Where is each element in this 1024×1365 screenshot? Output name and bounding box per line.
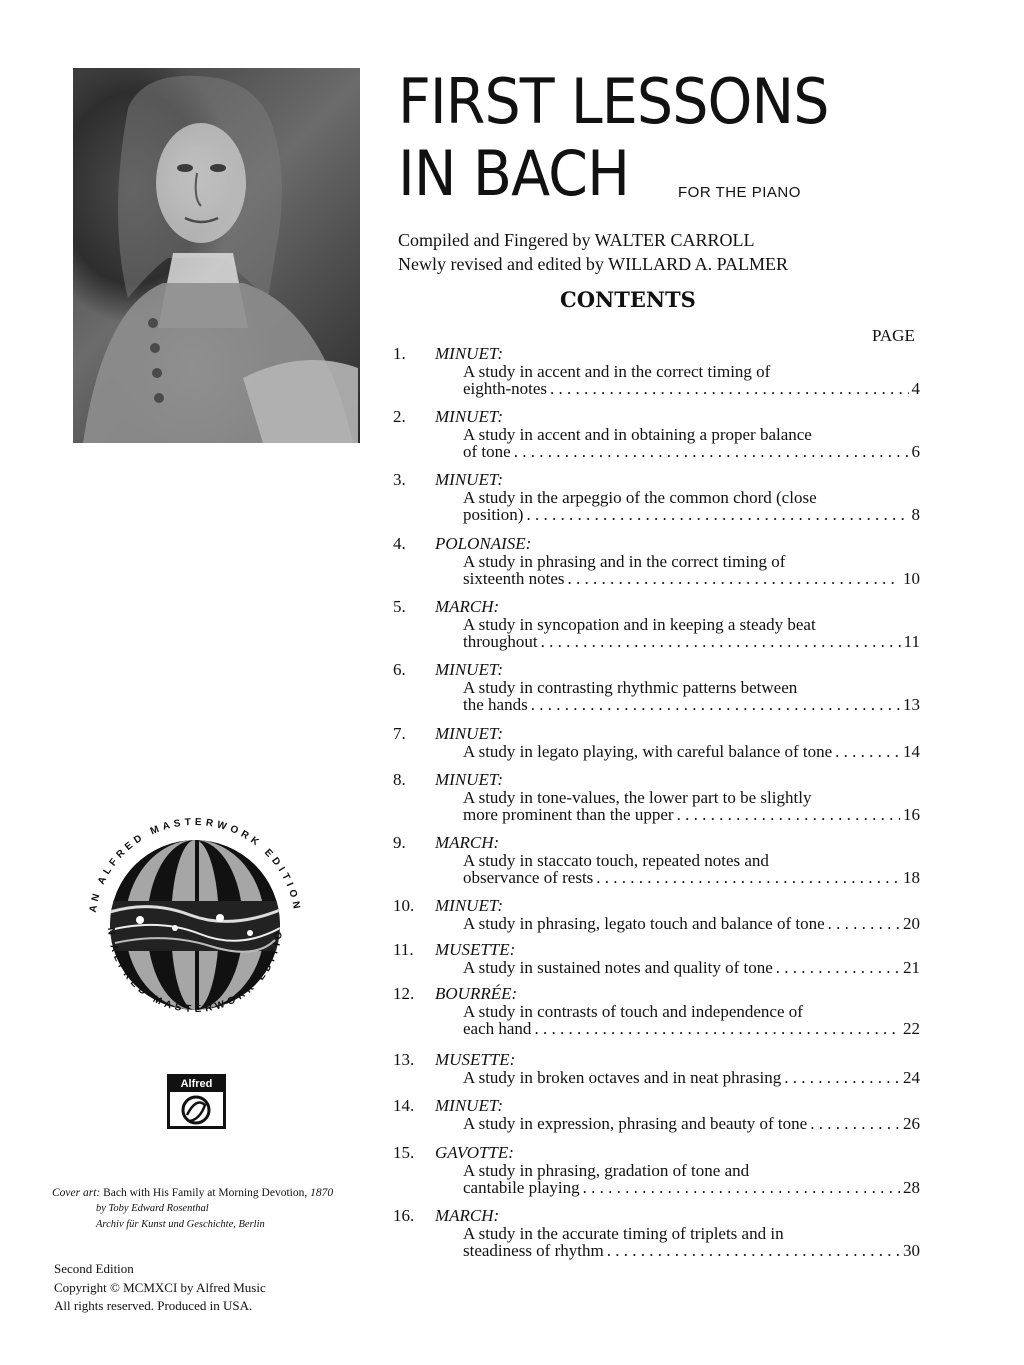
toc-entry-description-last: more prominent than the upper — [463, 805, 674, 824]
toc-entry-description — [463, 959, 920, 977]
toc-entry-piece-name: MARCH: — [435, 597, 500, 616]
toc-entry-piece-name: MINUET: — [435, 660, 503, 679]
title-line-1: FIRST LESSONS — [398, 65, 829, 138]
dot-leader — [784, 1069, 900, 1087]
toc-entry-description-line: A study in staccato touch, repeated notes and — [463, 850, 769, 870]
toc-entry-piece-name: BOURRÉE: — [435, 984, 518, 1003]
toc-entry-page-number: 8 — [911, 505, 920, 524]
toc-entry-number: 9. — [393, 833, 406, 852]
toc-entry-piece-name: MINUET: — [435, 344, 503, 363]
toc-entry-piece-name: POLONAISE: — [435, 534, 532, 553]
alfred-emblem-icon — [170, 1093, 223, 1127]
credit-compiled: Compiled and Fingered by WALTER CARROLL — [398, 230, 755, 250]
toc-entry-leader-line — [463, 1242, 920, 1260]
toc-entry-number: 7. — [393, 724, 406, 743]
cover-art-title: Bach with His Family at Morning Devotion, — [103, 1187, 308, 1199]
dot-leader — [526, 506, 908, 524]
toc-entry-page-number: 30 — [903, 1241, 920, 1260]
dot-leader — [776, 959, 900, 977]
toc-entry-page-number: 4 — [911, 379, 920, 398]
toc-entry-description-line: A study in contrasting rhythmic patterns between — [463, 677, 798, 697]
toc-entry-leader-line — [463, 1115, 920, 1133]
toc-entry-description-last: steadiness of rhythm — [463, 1241, 604, 1260]
toc-entry-piece-name: MARCH: — [435, 833, 500, 852]
toc-entry-piece-name: MINUET: — [435, 1096, 503, 1115]
dot-leader — [514, 443, 909, 461]
toc-entry-number: 14. — [393, 1096, 415, 1115]
cover-art-archive: Archiv für Kunst und Geschichte, Berlin — [96, 1219, 265, 1230]
book-title — [398, 66, 913, 210]
toc-entry-leader-line — [463, 806, 920, 824]
dot-leader — [835, 743, 900, 761]
toc-entry-description-line: A study in contrasts of touch and independence of — [463, 1001, 803, 1021]
dot-leader — [531, 696, 900, 714]
dot-leader — [541, 633, 901, 651]
toc-entry-number: 1. — [393, 344, 406, 363]
toc-entry-number: 6. — [393, 660, 406, 679]
portrait-figure — [73, 68, 360, 443]
toc-entry-number: 12. — [393, 984, 415, 1003]
toc-entry-description-last: A study in legato playing, with careful balance of tone — [463, 741, 833, 761]
toc-entry-description — [463, 1162, 920, 1197]
toc-entry-piece-name: MINUET: — [435, 407, 503, 426]
dot-leader — [828, 915, 900, 933]
toc-entry-description-last: position) — [463, 505, 524, 524]
toc-entry-leader-line — [463, 1179, 920, 1197]
toc-entry-page-number: 18 — [903, 868, 920, 887]
title-subtitle: FOR THE PIANO — [678, 184, 801, 201]
toc-entry-description-line: A study in the accurate timing of triplets and in — [463, 1223, 784, 1243]
toc-entry-leader-line — [463, 915, 920, 933]
toc-entry-description-line: A study in syncopation and in keeping a steady beat — [463, 614, 816, 634]
toc-entry-number: 2. — [393, 407, 406, 426]
toc-entry-page-number: 13 — [903, 695, 920, 714]
toc-entry-piece-name: MINUET: — [435, 896, 503, 915]
dot-leader — [550, 380, 908, 398]
toc-entry-description-last: cantabile playing — [463, 1178, 580, 1197]
toc-entry-description — [463, 426, 920, 461]
toc-entry-page-number: 6 — [911, 442, 920, 461]
toc-entry-number: 11. — [393, 940, 414, 959]
toc-entry-description-last: observance of rests — [463, 868, 594, 887]
seal-outer-text: AN ALFRED MASTERWORK EDITION — [87, 816, 303, 914]
toc-entry-description-last: sixteenth notes — [463, 569, 565, 588]
toc-entry-leader-line — [463, 743, 920, 761]
toc-entry-leader-line — [463, 633, 920, 651]
edition-copyright — [54, 1260, 266, 1316]
toc-entry-page-number: 20 — [903, 913, 920, 933]
toc-entry-description — [463, 489, 920, 524]
toc-entry-description-last: A study in expression, phrasing and beauty of tone — [463, 1113, 808, 1133]
toc-entry-description — [463, 852, 920, 887]
toc-entry-description — [463, 789, 920, 824]
toc-entry-leader-line — [463, 1020, 920, 1038]
toc-entry-piece-name: MUSETTE: — [435, 940, 516, 959]
toc-entry-description — [463, 915, 920, 933]
toc-entry-piece-name: GAVOTTE: — [435, 1143, 514, 1162]
toc-entry-page-number: 11 — [903, 632, 920, 651]
toc-entry-description-line: A study in phrasing, gradation of tone and — [463, 1160, 750, 1180]
toc-entry-piece-name: MUSETTE: — [435, 1050, 516, 1069]
toc-entry-description — [463, 1225, 920, 1260]
toc-entry-number: 13. — [393, 1050, 415, 1069]
toc-entry-leader-line — [463, 380, 920, 398]
toc-entry-description — [463, 553, 920, 588]
contents-heading: CONTENTS — [560, 287, 696, 312]
title-line-2: IN BACH — [398, 137, 630, 210]
toc-entry-description-line: A study in the arpeggio of the common chord (close — [463, 487, 817, 507]
toc-entry-piece-name: MINUET: — [435, 724, 503, 743]
dot-leader — [810, 1115, 900, 1133]
toc-entry-page-number: 16 — [903, 805, 920, 824]
bach-portrait-image — [73, 68, 360, 443]
toc-entry-description-last: A study in phrasing, legato touch and balance of tone — [463, 913, 825, 933]
credit-revised: Newly revised and edited by WILLARD A. PALMER — [398, 254, 788, 274]
toc-entry-page-number: 21 — [903, 957, 920, 977]
toc-entry-description-last: eighth-notes — [463, 379, 548, 398]
dot-leader — [596, 869, 900, 887]
toc-entry-description-line: A study in phrasing and in the correct timing of — [463, 551, 786, 571]
dot-leader — [534, 1020, 900, 1038]
cover-art-year: 1870 — [310, 1187, 334, 1199]
toc-entry-number: 3. — [393, 470, 406, 489]
toc-entry-description-last: A study in broken octaves and in neat phrasing — [463, 1067, 782, 1087]
toc-entry-description-line: A study in tone-values, the lower part to be slightly — [463, 787, 812, 807]
dot-leader — [677, 806, 900, 824]
toc-entry-description — [463, 1003, 920, 1038]
toc-entry-description-last: of tone — [463, 442, 511, 461]
page-column-label: PAGE — [872, 326, 915, 345]
toc-entry-number: 10. — [393, 896, 415, 915]
toc-entry-description — [463, 363, 920, 398]
toc-entry-description — [463, 679, 920, 714]
toc-entry-description — [463, 1115, 920, 1133]
dot-leader — [607, 1242, 900, 1260]
toc-entry-page-number: 22 — [903, 1019, 920, 1038]
toc-entry-description — [463, 1069, 920, 1087]
toc-entry-number: 16. — [393, 1206, 415, 1225]
toc-entry-piece-name: MINUET: — [435, 470, 503, 489]
edition-line: Second Edition — [54, 1261, 134, 1276]
toc-entry-description — [463, 616, 920, 651]
toc-entry-page-number: 26 — [903, 1113, 920, 1133]
copyright-line: Copyright © MCMXCI by Alfred Music — [54, 1279, 266, 1295]
alfred-logo-text: Alfred — [170, 1077, 223, 1092]
toc-entry-piece-name: MINUET: — [435, 770, 503, 789]
rights-line: All rights reserved. Produced in USA. — [54, 1298, 253, 1313]
cover-art-artist: by Toby Edward Rosenthal — [96, 1203, 209, 1214]
toc-entry-number: 8. — [393, 770, 406, 789]
toc-entry-piece-name: MARCH: — [435, 1206, 500, 1225]
toc-entry-number: 5. — [393, 597, 406, 616]
alfred-masterwork-seal — [70, 800, 320, 1050]
toc-entry-page-number: 14 — [903, 741, 920, 761]
toc-entry-leader-line — [463, 869, 920, 887]
toc-entry-description-last: the hands — [463, 695, 528, 714]
dot-leader — [568, 570, 900, 588]
alfred-logo — [167, 1074, 226, 1129]
toc-entry-description-line: A study in accent and in obtaining a proper balance — [463, 424, 812, 444]
toc-entry-number: 4. — [393, 534, 406, 553]
toc-entry-leader-line — [463, 570, 920, 588]
cover-art-label: Cover art: — [52, 1187, 101, 1199]
toc-entry-description-last: throughout — [463, 632, 538, 651]
toc-entry-description — [463, 743, 920, 761]
toc-entry-page-number: 24 — [903, 1067, 920, 1087]
toc-entry-leader-line — [463, 696, 920, 714]
toc-entry-number: 15. — [393, 1143, 415, 1162]
toc-entry-page-number: 10 — [903, 569, 920, 588]
toc-entry-description-last: each hand — [463, 1019, 532, 1038]
toc-entry-description-last: A study in sustained notes and quality of tone — [463, 957, 773, 977]
dot-leader — [583, 1179, 900, 1197]
toc-entry-leader-line — [463, 959, 920, 977]
toc-entry-leader-line — [463, 1069, 920, 1087]
toc-entry-leader-line — [463, 443, 920, 461]
toc-entry-page-number: 28 — [903, 1178, 920, 1197]
cover-art-credit — [52, 1185, 372, 1233]
toc-entry-leader-line — [463, 506, 920, 524]
seal-inner-text: N ALFRED MASTERWORK EDITIO — [104, 927, 286, 1016]
toc-entry-description-line: A study in accent and in the correct timing of — [463, 361, 771, 381]
